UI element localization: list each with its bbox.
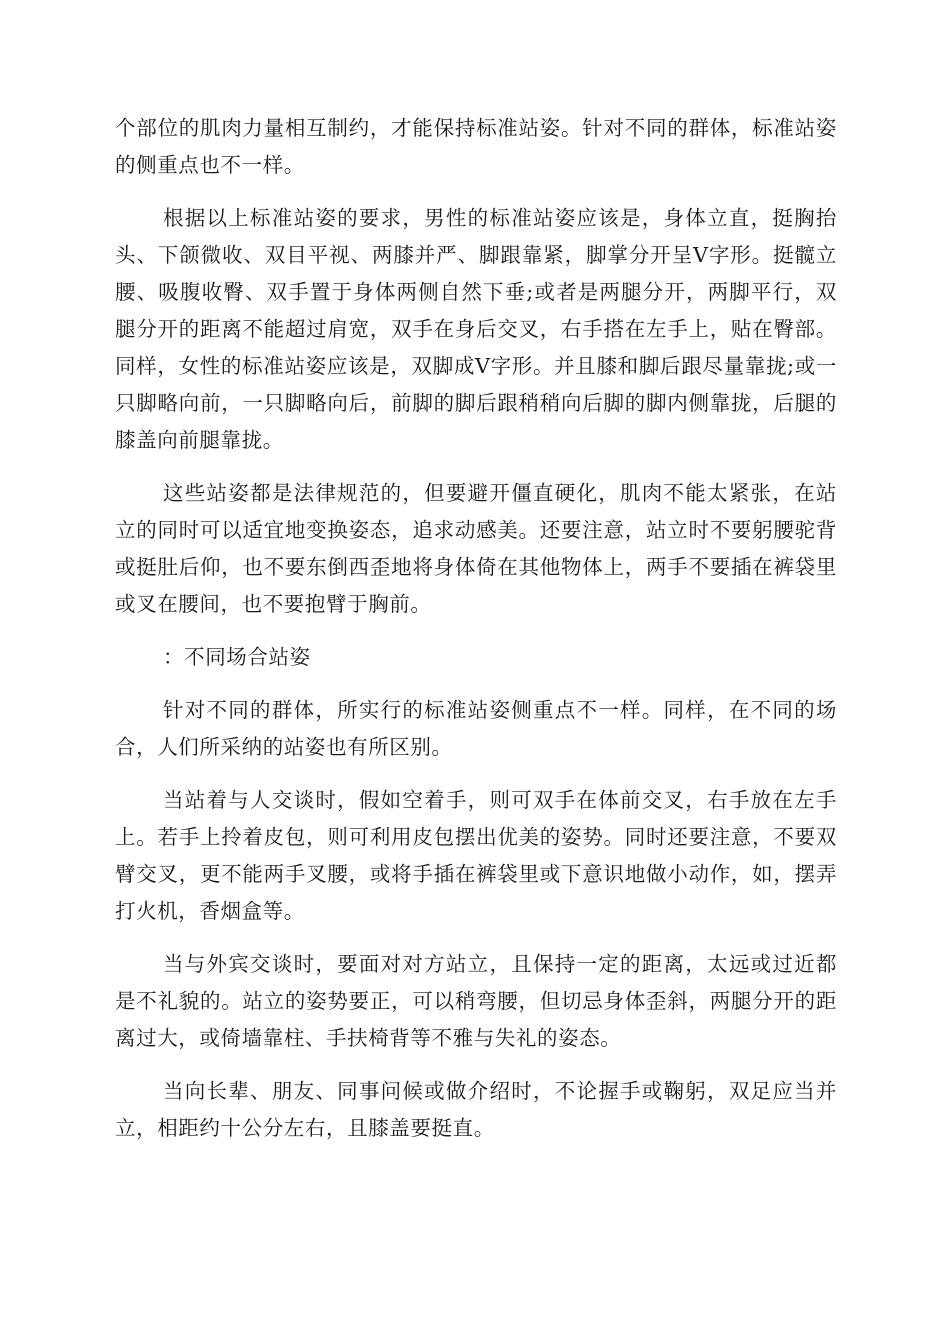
paragraph-occasion-intro: 针对不同的群体，所实行的标准站姿侧重点不一样。同样，在不同的场合，人们所采纳的站姿也有所区别。 <box>115 698 837 759</box>
paragraph-standard-posture: 根据以上标准站姿的要求，男性的标准站姿应该是，身体立直，挺胸抬头、下颌微收、双目平视、两膝并严、脚跟靠紧，脚掌分开呈V字形。挺髋立腰、吸腹收臀、双手置于身体两侧自然下垂;或者是两腿分开，两脚平行，双腿分开的距离不能超过肩宽，双手在身后交叉，右手搭在左手上，贴在臀部。同样，女性的标准站姿应该是，双脚成V字形。并且膝和脚后跟尽量靠拢;或一只脚略向前，一只脚略向后，前脚的脚后跟稍稍向后脚的脚内侧靠拢，后腿的膝盖向前腿靠拢。 <box>115 206 837 452</box>
paragraph-posture-notes: 这些站姿都是法律规范的，但要避开僵直硬化，肌肉不能太紧张，在站立的同时可以适宜地变换姿态，追求动感美。还要注意，站立时不要躬腰驼背或挺肚后仰，也不要东倒西歪地将身体倚在其他物体上，两手不要插在裤袋里或叉在腰间，也不要抱臂于胸前。 <box>115 481 837 616</box>
document-body <box>115 110 837 1163</box>
paragraph-foreign-guests: 当与外宾交谈时，要面对对方站立，且保持一定的距离，太远或过近都是不礼貌的。站立的姿势要正，可以稍弯腰，但切忌身体歪斜，两腿分开的距离过大，或倚墙靠柱、手扶椅背等不雅与失礼的姿态。 <box>115 952 837 1050</box>
paragraph-continuation: 个部位的肌肉力量相互制约，才能保持标准站姿。针对不同的群体，标准站姿的侧重点也不一样。 <box>115 116 837 177</box>
section-heading: ：不同场合站姿 <box>163 645 311 669</box>
paragraph-conversation: 当站着与人交谈时，假如空着手，则可双手在体前交叉，右手放在左手上。若手上拎着皮包，则可利用皮包摆出优美的姿势。同时还要注意，不要双臂交叉，更不能两手叉腰，或将手插在裤袋里或下意识地做小动作，如，摆弄打火机，香烟盒等。 <box>115 788 837 923</box>
paragraph-greeting: 当向长辈、朋友、同事问候或做介绍时，不论握手或鞠躬，双足应当并立，相距约十公分左右，且膝盖要挺直。 <box>115 1079 837 1140</box>
